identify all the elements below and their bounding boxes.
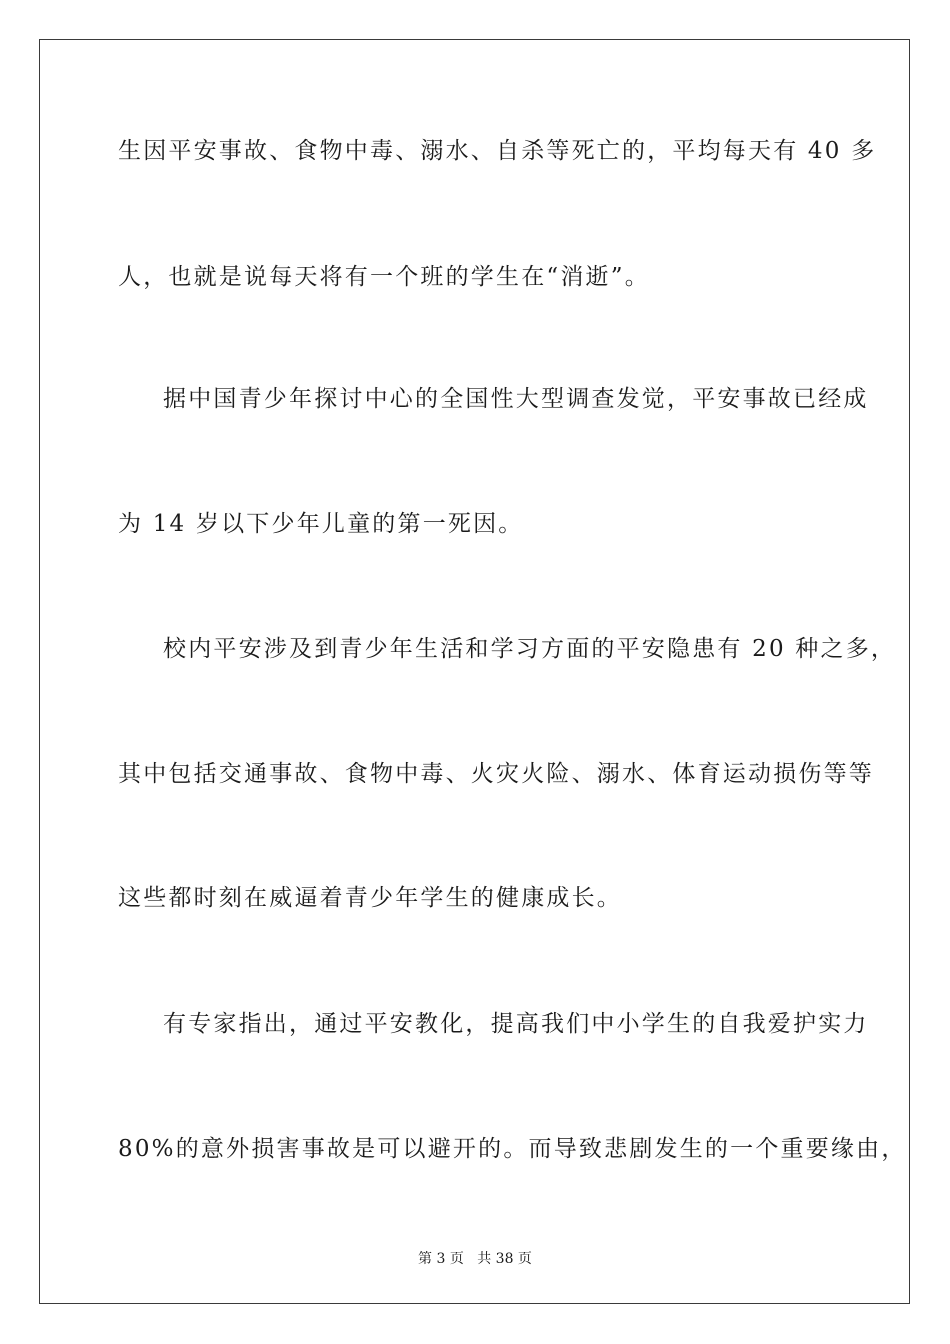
text-line-1: 生因平安事故、食物中毒、溺水、自杀等死亡的，平均每天有 40 多 <box>118 138 877 164</box>
text-line-6: 其中包括交通事故、食物中毒、火灾火险、溺水、体育运动损伤等等 <box>118 761 874 787</box>
text-line-8: 有专家指出，通过平安教化，提高我们中小学生的自我爱护实力 <box>163 1011 869 1037</box>
text-line-3: 据中国青少年探讨中心的全国性大型调查发觉，平安事故已经成 <box>163 386 869 412</box>
page-footer <box>0 1248 950 1268</box>
page-number: 第 3 页 <box>418 1251 464 1267</box>
text-line-2: 人，也就是说每天将有一个班的学生在“消逝”。 <box>118 264 650 290</box>
page-border <box>39 39 910 1304</box>
page-total: 共 38 页 <box>477 1251 532 1267</box>
text-line-5: 校内平安涉及到青少年生活和学习方面的平安隐患有 20 种之多， <box>163 636 897 662</box>
text-line-7: 这些都时刻在威逼着青少年学生的健康成长。 <box>118 885 622 911</box>
text-line-9: 80%的意外损害事故是可以避开的。而导致悲剧发生的一个重要缘由， <box>118 1136 907 1162</box>
text-line-4: 为 14 岁以下少年儿童的第一死因。 <box>118 511 524 537</box>
